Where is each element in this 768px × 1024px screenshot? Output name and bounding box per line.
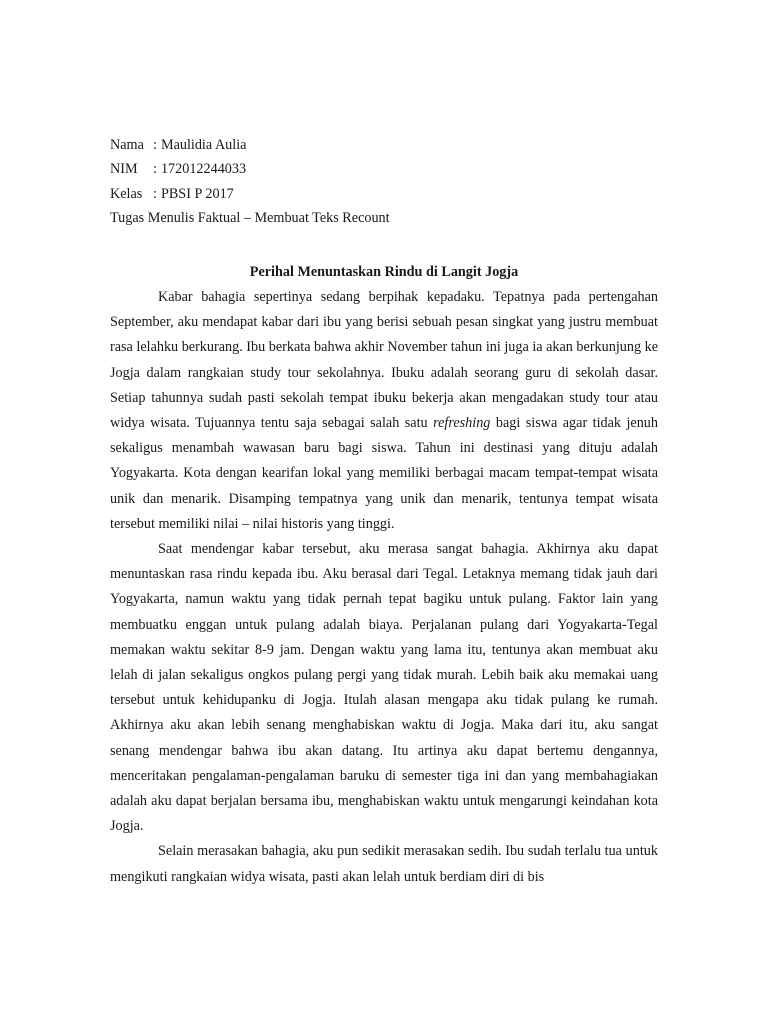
emphasized-word: refreshing — [433, 415, 491, 432]
info-value: 172012244033 — [160, 161, 247, 178]
paragraph-1 — [110, 285, 658, 537]
info-label: Kelas — [110, 185, 143, 202]
paragraph-text: bagi siswa agar tidak jenuh sekaligus menambah wawasan baru bagi siswa. Tahun ini destinasi yang dituju adalah Yogyakarta. Kota dengan kearifan lokal yang memiliki berbagai macam tempat-tempat wisata unik dan menarik. Disamping tempatnya yang unik dan menarik, tentunya tempat wisata tersebut memiliki nilai – nilai historis yang tinggi. — [110, 415, 658, 532]
info-row-class — [110, 182, 390, 206]
info-label: Nama — [110, 137, 144, 153]
student-info-header — [110, 133, 390, 231]
paragraph-2: Saat mendengar kabar tersebut, aku merasa sangat bahagia. Akhirnya aku dapat menuntaskan rasa rindu kepada ibu. Aku berasal dari Tegal. Letaknya memang tidak jauh dari Yogyakarta, namun waktu yang tidak pernah tepat bagiku untuk pulang. Faktor lain yang membuatku enggan untuk pulang adalah biaya. Perjalanan pulang dari Yogyakarta-Tegal memakan waktu sekitar 8-9 jam. Dengan waktu yang lama itu, tentunya akan membuat aku lelah di jalan sekaligus ongkos pulang pergi yang tidak murah. Lebih baik aku memakai uang tersebut untuk kehidupanku di Jogja. Itulah alasan mengapa aku tidak pulang ke rumah. Akhirnya aku akan lebih senang menghabiskan waktu di Jogja. Maka dari itu, aku sangat senang mendengar bahwa ibu akan datang. Itu artinya aku dapat bertemu dengannya, menceritakan pengalaman-pengalaman baruku di semester tiga ini dan yang membahagiakan adalah aku dapat berjalan bersama ibu, menghabiskan waktu untuk mengarungi keindahan kota Jogja. — [110, 541, 658, 835]
info-row-name — [110, 133, 390, 157]
info-label: NIM — [110, 161, 138, 178]
info-row-nim — [110, 157, 390, 181]
document-body — [110, 285, 658, 890]
info-separator: : — [153, 161, 157, 178]
assignment-title: Tugas Menulis Faktual – Membuat Teks Recount — [110, 210, 390, 227]
info-separator: : — [153, 185, 157, 202]
info-value: Maulidia Aulia — [160, 137, 247, 153]
paragraph-text: Kabar bahagia sepertinya sedang berpihak kepadaku. Tepatnya pada pertengahan September, aku mendapat kabar dari ibu yang berisi sebuah pesan singkat yang justru membuat rasa lelahku berkurang. Ibu berkata bahwa akhir November tahun ini juga ia akan berkunjung ke Jogja dalam rangkaian study tour sekolahnya. Ibuku adalah seorang guru di sekolah dasar. Setiap tahunnya sudah pasti sekolah tempat ibuku bekerja akan mengadakan study tour atau widya wisata. Tujuannya tentu saja sebagai salah satu — [110, 289, 658, 432]
document-title: Perihal Menuntaskan Rindu di Langit Jogja — [249, 264, 519, 280]
info-separator: : — [153, 137, 157, 153]
paragraph-3: Selain merasakan bahagia, aku pun sedikit merasakan sedih. Ibu sudah terlalu tua untuk mengikuti rangkaian widya wisata, pasti akan lelah untuk berdiam diri di bis — [110, 843, 658, 885]
info-value: PBSI P 2017 — [160, 185, 234, 202]
